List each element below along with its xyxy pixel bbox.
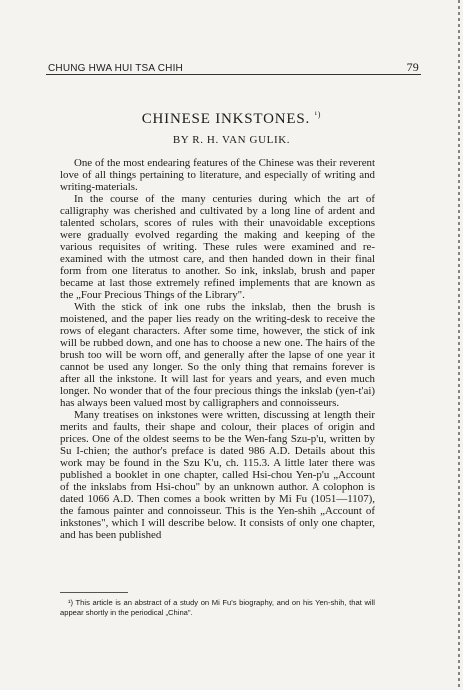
footnote xyxy=(60,598,375,618)
header-rule xyxy=(46,74,421,75)
paragraph: One of the most endearing features of the Chinese was their reverent love of all things pertaining to literature, and especially of writing and writing-materials. xyxy=(60,157,375,193)
article-body xyxy=(60,157,375,541)
page-number: 79 xyxy=(406,60,419,74)
page-edge-shadow xyxy=(458,0,460,690)
paragraph: Many treatises on inkstones were written, discussing at length their merits and faults, their shape and colour, their places of origin and prices. One of the oldest seems to be the Wen-fang Szu-p'u, written by Su I-chien; the author's preface is dated 986 A.D. Details about this work may be found in the Szu K'u, ch. 115.3. A little later there was published a booklet in one chapter, called Hsi-chou Yen-p'u „Account of the inkslabs from Hsi-chou" by an unknown author. A colophon is dated 1066 A.D. Then comes a book written by Mi Fu (1051—1107), the famous painter and connoisseur. This is the Yen-shih „Account of inkstones", which I will describe below. It consists of only one chapter, and has been published xyxy=(60,409,375,541)
footnote-rule xyxy=(60,592,128,593)
paragraph: With the stick of ink one rubs the inkslab, then the brush is moistened, and the paper lies ready on the writing-desk to receive the rows of elegant characters. After some time, however, the stick of ink will be rubbed down, and one has to choose a new one. The hairs of the brush too will be worn off, and generally after the lapse of one year it cannot be used any longer. So the only thing that remains forever is after all the inkstone. It will last for years and years, and even much longer. No wonder that of the four precious things the inkslab (yen-t'ai) has always been valued most by calligraphers and connoisseurs. xyxy=(60,301,375,409)
paragraph: In the course of the many centuries during which the art of calligraphy was cherished and cultivated by a long line of ardent and talented scholars, scores of rules with their unavoidable exceptions were gradually evolved regarding the making and keeping of the various requisites of writing. These rules were examined and re-examined with the utmost care, and then handed down in their final form from one literatus to another. So ink, inkslab, brush and paper became at last those extremely refined implements that are known as the „Four Precious Things of the Library". xyxy=(60,193,375,301)
running-head xyxy=(48,60,419,75)
footnote-text: ¹) This article is an abstract of a study on Mi Fu's biography, and on his Yen-shih, that will appear shortly in the periodical „China". xyxy=(60,598,375,617)
author-byline: BY R. H. VAN GULIK. xyxy=(172,134,291,146)
article-title xyxy=(0,110,463,128)
journal-name: CHUNG HWA HUI TSA CHIH xyxy=(48,63,183,74)
article-title-text: CHINESE INKSTONES. xyxy=(141,111,311,127)
footnote-marker: ¹) xyxy=(314,110,322,119)
